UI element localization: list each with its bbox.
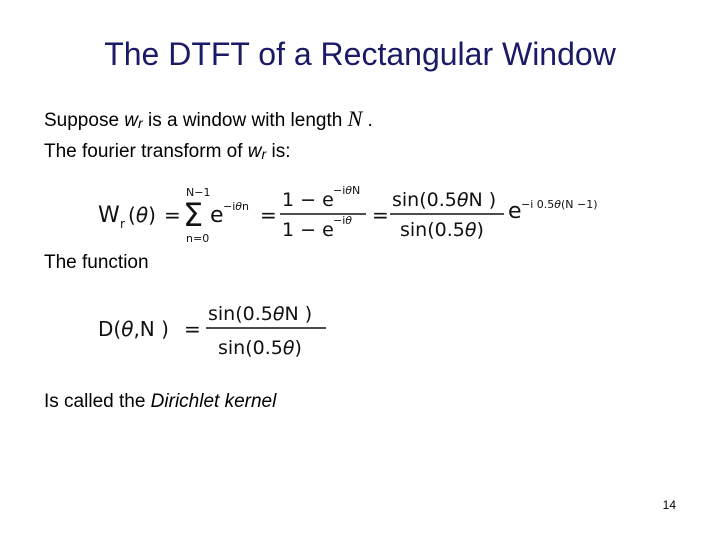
eq1-frac1-den-exp: −iθ: [333, 214, 353, 227]
window-variable-main: w: [124, 110, 139, 131]
kernel-line: [44, 391, 276, 413]
eq2-lhs: D(θ,N ): [98, 317, 169, 341]
dtft-equation: [90, 180, 630, 250]
eq1-lhs-arg: (θ): [128, 203, 156, 227]
transform-prefix: The fourier transform of: [44, 141, 248, 162]
window-variable-2: [248, 141, 266, 162]
kernel-prefix: Is called the: [44, 391, 151, 412]
eq2-num: sin(0.5θN ): [208, 303, 313, 325]
window-variable: [124, 110, 142, 131]
eq1-lhs-W: W: [98, 203, 120, 228]
eq1-equals-1: =: [164, 203, 181, 227]
eq1-trailing-exp: −i 0.5θ(N −1): [521, 198, 598, 211]
eq1-lhs-subscript: r: [120, 217, 125, 231]
eq1-frac2-den: sin(0.5θ): [400, 219, 484, 241]
eq1-frac2-num: sin(0.5θN ): [392, 189, 497, 211]
eq1-frac1-num: 1 − e: [282, 189, 334, 211]
eq1-frac1-num-exp: −iθN: [333, 184, 361, 197]
page-number: 14: [662, 498, 676, 512]
transform-suffix: is:: [266, 141, 291, 162]
window-variable-2-main: w: [247, 141, 262, 162]
intro-suffix: .: [362, 110, 373, 131]
slide-title: The DTFT of a Rectangular Window: [104, 36, 616, 72]
window-variable-2-subscript: r: [261, 146, 267, 162]
window-variable-subscript: r: [138, 115, 143, 131]
eq1-sum-exponent: −iθn: [223, 200, 249, 213]
intro-line: [44, 106, 373, 132]
eq1-equals-3: =: [372, 203, 389, 227]
intro-middle: is a window with length: [142, 110, 348, 131]
eq1-equals-2: =: [260, 203, 277, 227]
eq2-equals: =: [184, 317, 201, 341]
eq1-sum-lower: n=0: [186, 232, 210, 245]
eq1-frac1-den: 1 − e: [282, 219, 334, 241]
eq1-sum-upper: N−1: [186, 186, 211, 199]
kernel-term: Dirichlet kernel: [150, 391, 277, 412]
eq1-sum-e: e: [210, 203, 224, 228]
transform-line: [44, 141, 290, 163]
function-line: The function: [44, 252, 149, 273]
sigma-icon: Σ: [183, 196, 204, 234]
intro-prefix: Suppose: [44, 110, 125, 131]
eq1-trailing-e: e: [508, 199, 522, 224]
length-symbol: N: [347, 106, 363, 131]
dirichlet-equation: [94, 296, 354, 366]
eq2-den: sin(0.5θ): [218, 337, 302, 359]
